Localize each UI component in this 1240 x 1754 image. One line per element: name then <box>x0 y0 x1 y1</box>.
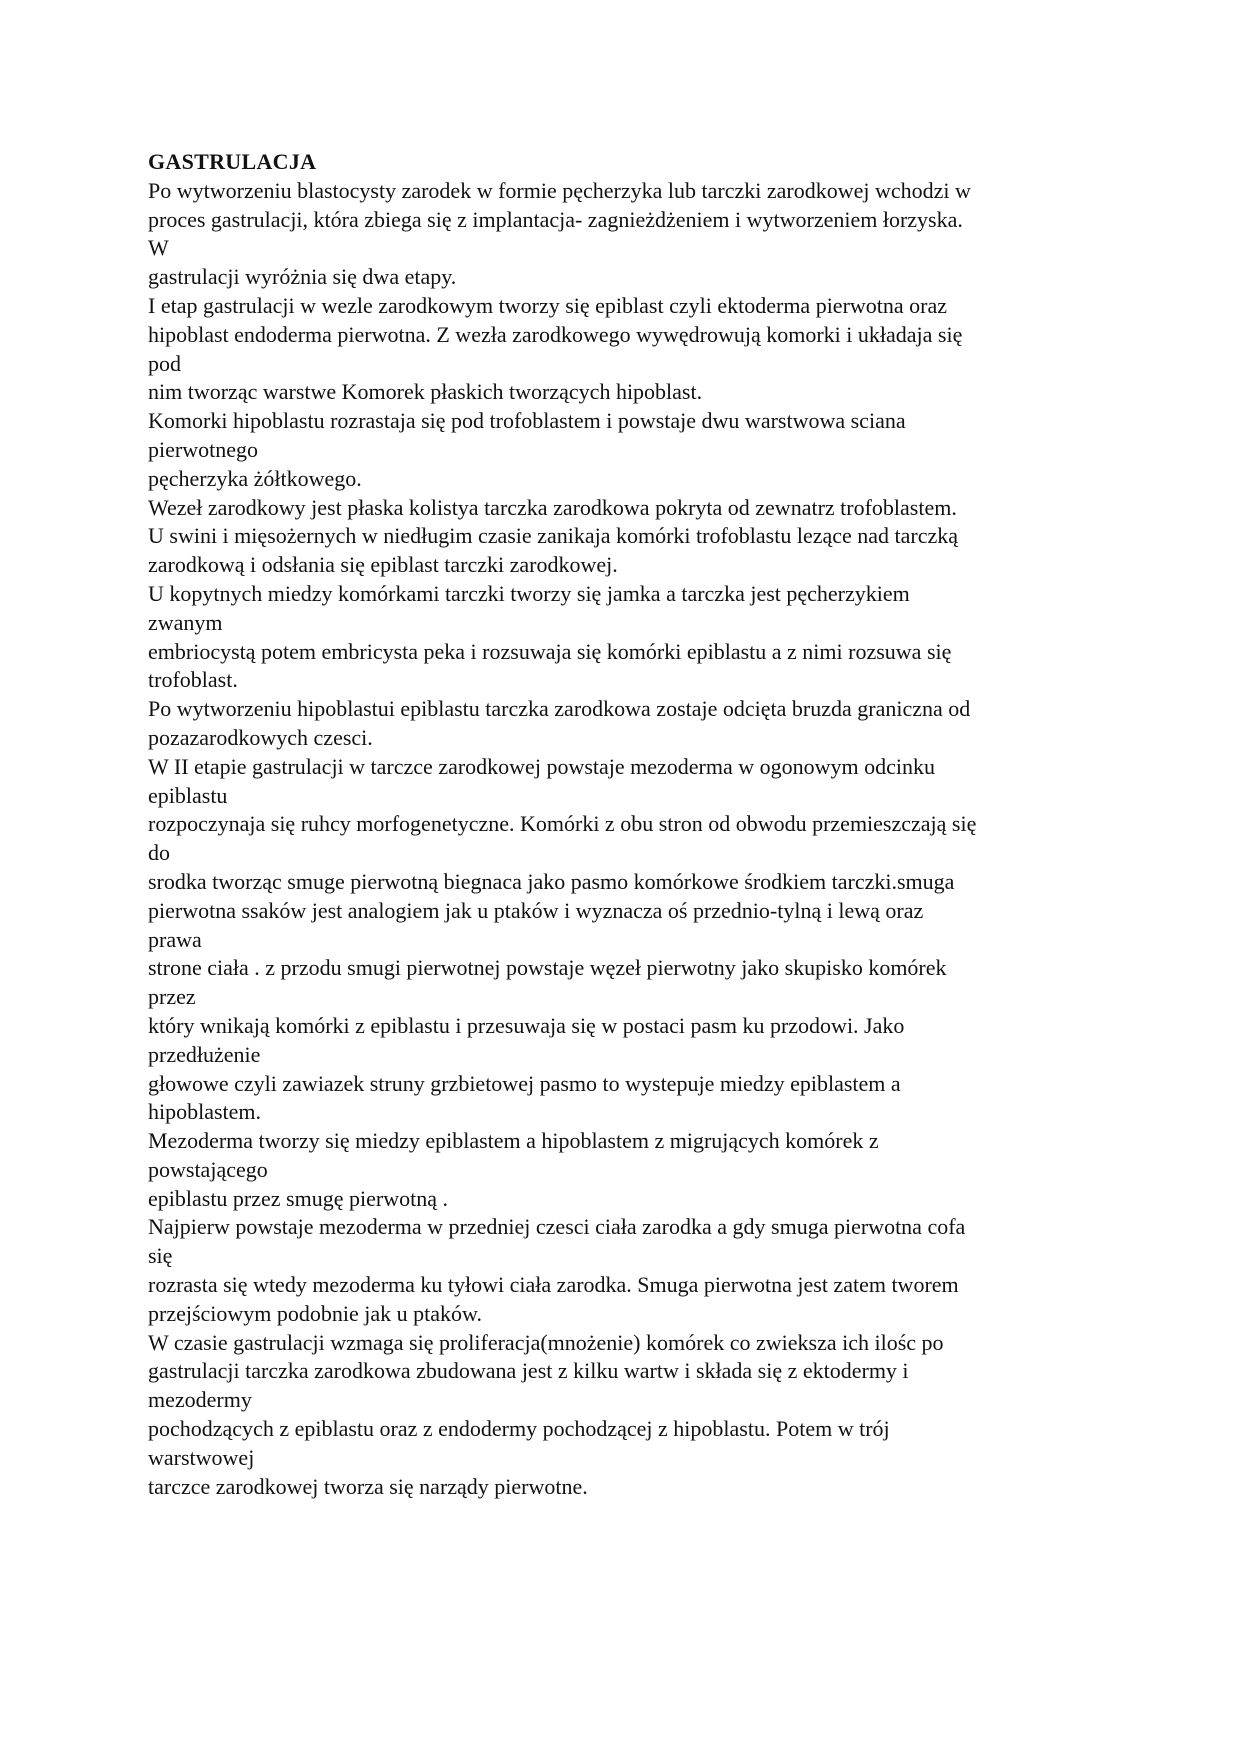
text-line: Najpierw powstaje mezoderma w przedniej czesci ciała zarodka a gdy smuga pierwotna cofa <box>148 1214 966 1240</box>
text-line: W <box>148 235 169 261</box>
text-line: W II etapie gastrulacji w tarczce zarodkowej powstaje mezoderma w ogonowym odcinku <box>148 753 936 779</box>
text-line: Mezoderma tworzy się miedzy epiblastem a hipoblastem z migrujących komórek z <box>148 1128 879 1154</box>
text-line: W czasie gastrulacji wzmaga się proliferacja(mnożenie) komórek co zwieksza ich ilośc po <box>148 1329 944 1355</box>
document-body <box>148 148 1098 1501</box>
text-line: pierwotnego <box>148 436 258 462</box>
text-line: gastrulacji tarczka zarodkowa zbudowana jest z kilku wartw i składa się z ektodermy i <box>148 1358 909 1384</box>
text-line: mezodermy <box>148 1387 252 1413</box>
text-line: hipoblast endoderma pierwotna. Z wezła zarodkowego wywędrowują komorki i układaja się <box>148 321 963 347</box>
text-line: proces gastrulacji, która zbiega się z implantacja- zagnieżdżeniem i wytworzeniem łorzyska. <box>148 206 963 232</box>
text-line: który wnikają komórki z epiblastu i przesuwaja się w postaci pasm ku przodowi. Jako <box>148 1012 905 1038</box>
text-line: warstwowej <box>148 1444 255 1470</box>
text-line: Wezeł zarodkowy jest płaska kolistya tarczka zarodkowa pokryta od zewnatrz trofoblastem. <box>148 494 957 520</box>
text-line: pęcherzyka żółtkowego. <box>148 465 362 491</box>
text-line: pochodzących z epiblastu oraz z endodermy pochodzącej z hipoblastu. Potem w trój <box>148 1416 890 1442</box>
text-line: gastrulacji wyróżnia się dwa etapy. <box>148 264 457 290</box>
paragraph-lines <box>148 177 1098 1502</box>
text-line: srodka tworząc smuge pierwotną biegnaca jako pasmo komórkowe środkiem tarczki.smuga <box>148 868 955 894</box>
text-line: pod <box>148 350 181 376</box>
text-line: zarodkową i odsłania się epiblast tarczki zarodkowej. <box>148 552 618 578</box>
text-line: U swini i mięsożernych w niedługim czasie zanikaja komórki trofoblastu lezące nad tarczką <box>148 523 959 549</box>
text-line: Po wytworzeniu hipoblastui epiblastu tarczka zarodkowa zostaje odcięta bruzda graniczna od <box>148 696 971 722</box>
text-line: rozrasta się wtedy mezoderma ku tyłowi ciała zarodka. Smuga pierwotna jest zatem tworem <box>148 1272 959 1298</box>
text-line: strone ciała . z przodu smugi pierwotnej powstaje węzeł pierwotny jako skupisko komórek <box>148 955 947 981</box>
text-line: rozpoczynaja się ruhcy morfogenetyczne. Komórki z obu stron od obwodu przemieszczają się <box>148 811 977 837</box>
text-line: przedłużenie <box>148 1041 261 1067</box>
text-line: prawa <box>148 926 202 952</box>
text-line: hipoblastem. <box>148 1099 262 1125</box>
text-line: Po wytworzeniu blastocysty zarodek w formie pęcherzyka lub tarczki zarodkowej wchodzi w <box>148 177 971 203</box>
text-line: Komorki hipoblastu rozrastaja się pod trofoblastem i powstaje dwu warstwowa sciana <box>148 408 906 434</box>
text-line: do <box>148 840 170 866</box>
text-line: tarczce zarodkowej tworza się narządy pierwotne. <box>148 1473 588 1499</box>
text-line: przejściowym podobnie jak u ptaków. <box>148 1300 482 1326</box>
text-line: przez <box>148 984 196 1010</box>
text-line: nim tworząc warstwe Komorek płaskich tworzących hipoblast. <box>148 379 703 405</box>
text-line: zwanym <box>148 609 223 635</box>
document-title: GASTRULACJA <box>148 149 317 174</box>
text-line: głowowe czyli zawiazek struny grzbietowej pasmo to wystepuje miedzy epiblastem a <box>148 1070 901 1096</box>
text-line: trofoblast. <box>148 667 238 693</box>
text-line: I etap gastrulacji w wezle zarodkowym tworzy się epiblast czyli ektoderma pierwotna oraz <box>148 292 948 318</box>
text-line: się <box>148 1243 173 1269</box>
text-line: pierwotna ssaków jest analogiem jak u ptaków i wyznacza oś przednio-tylną i lewą oraz <box>148 897 924 923</box>
text-line: embriocystą potem embricysta peka i rozsuwaja się komórki epiblastu a z nimi rozsuwa się <box>148 638 952 664</box>
text-line: U kopytnych miedzy komórkami tarczki tworzy się jamka a tarczka jest pęcherzykiem <box>148 580 910 606</box>
text-line: epiblastu przez smugę pierwotną . <box>148 1185 448 1211</box>
text-line: epiblastu <box>148 782 228 808</box>
text-line: powstającego <box>148 1156 268 1182</box>
text-line: pozazarodkowych czesci. <box>148 724 373 750</box>
